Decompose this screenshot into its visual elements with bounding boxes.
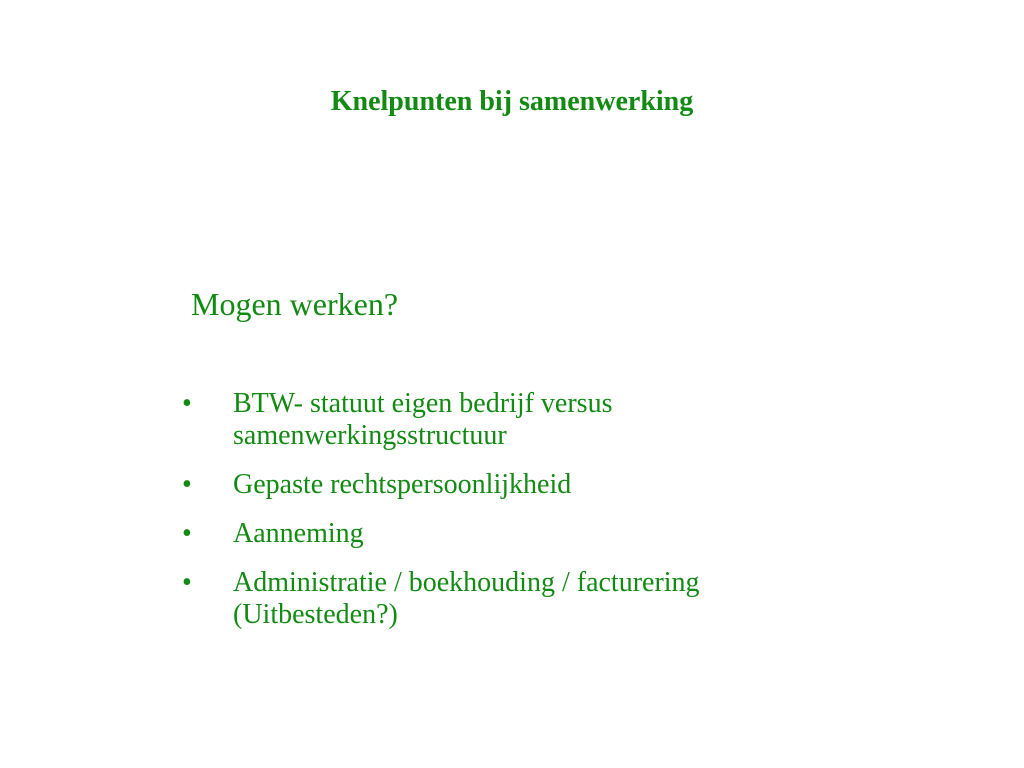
bullet-item-administratie [182, 567, 842, 631]
slide-subtitle: Mogen werken? [191, 286, 399, 322]
bullet-item-rechtspersoonlijkheid [182, 469, 842, 501]
bullet-text: Administratie / boekhouding / facturering (Uitbesteden?) [233, 567, 700, 630]
bullet-item-aanneming [182, 518, 842, 550]
bullet-text: Aanneming [233, 518, 364, 549]
bullet-list [182, 388, 842, 648]
slide-title: Knelpunten bij samenwerking [330, 86, 694, 117]
bullet-item-btw [182, 388, 842, 452]
bullet-dot-icon: • [182, 469, 192, 500]
bullet-dot-icon: • [182, 518, 192, 549]
bullet-text: BTW- statuut eigen bedrijf versus samenwerkingsstructuur [233, 388, 613, 451]
bullet-text: Gepaste rechtspersoonlijkheid [233, 469, 572, 500]
bullet-dot-icon: • [182, 388, 192, 419]
bullet-dot-icon: • [182, 567, 192, 598]
